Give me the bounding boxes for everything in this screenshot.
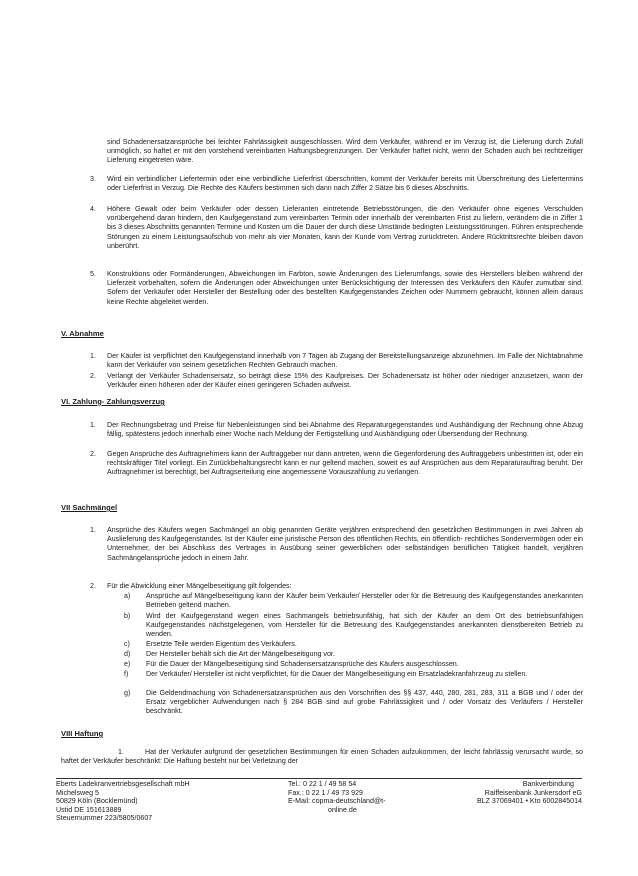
section-heading-abnahme: V. Abnahme bbox=[61, 329, 104, 338]
item-number: 5. bbox=[90, 270, 96, 278]
paragraph: Wird der Kaufgegenstand wegen eines Sachmangels betriebsunfähig, hat sich der Käufer an dem Ort des betriebsunfähigen Kaufgegenstandes nächstgelegenen, vom Hersteller für die Betreuung des Kaufgegenstandes anerkannten dienstbereiten Betrieb zu wenden. bbox=[146, 612, 583, 639]
list-letter: c) bbox=[124, 640, 130, 648]
bank-title: Bankverbindung bbox=[522, 780, 574, 788]
contact-email: E-Mail: copma-deutschland@t- bbox=[288, 797, 386, 806]
section-heading-haftung: VIII Haftung bbox=[61, 729, 104, 738]
section-7-subitem-d bbox=[146, 650, 583, 659]
section-7-subitem-f bbox=[146, 670, 583, 679]
paragraph: Der Hersteller behält sich die Art der Mängelbeseitigung vor. bbox=[146, 650, 335, 658]
section-4-continuation bbox=[107, 138, 583, 166]
section-4-item-4 bbox=[107, 205, 583, 251]
section-7-subitem-g bbox=[146, 689, 583, 717]
section-8-item-1 bbox=[61, 748, 583, 766]
section-7-item-2 bbox=[107, 582, 583, 591]
section-7-subitem-c bbox=[146, 640, 583, 649]
paragraph: Ansprüche des Käufers wegen Sachmängel an obig genannten Geräte verjähren entsprechend den gesetzlichen Bestimmungen in zwei Jahren ab Auslieferung des Kaufgegenstandes. Ist der Käufer eine juristische Person des öffentlichen Rechts, ein öffentlich- rechtliches Sondervermögen oder ein Unternehmer, der bei Abschluss des Vertrages in Ausübung seiner gewerblichen oder selbständigen beruflichen Tätigkeit handelt, verjähren Sachmängelansprüche jedoch in einem Jahr. bbox=[107, 526, 583, 562]
paragraph: Der Käufer ist verpflichtet den Kaufgegenstand innerhalb von 7 Tagen ab Zugang der Bereitstellungsanzeige abzunehmen. Im Falle der Nichtabnahme kann der Verkäufer von seinem gesetzlichen Rechten Gebrauch machen. bbox=[107, 352, 583, 370]
list-letter: a) bbox=[124, 592, 131, 600]
item-number: 2. bbox=[90, 450, 96, 458]
section-5-item-1 bbox=[107, 352, 583, 370]
section-6-item-2 bbox=[107, 450, 583, 478]
contact-phone: Tel.: 0 22 1 / 49 58 54 bbox=[288, 780, 357, 788]
company-street: Michelsweg 5 bbox=[56, 788, 99, 797]
paragraph: sind Schadenersatzansprüche bei leichter Fahrlässigkeit ausgeschlossen. Wird dem Verkäufer, während er im Verzug ist, die Lieferung durch Zufall unmöglich, so haftet er mit den vorstehend vereinbarten Haftungsbegrenzungen. Der Verkäufer haftet nicht, wenn der Schaden auch bei rechtzeitiger Lieferung eingetreten wäre. bbox=[107, 138, 583, 165]
section-7-item-1 bbox=[107, 526, 583, 563]
item-number: 2. bbox=[90, 582, 96, 590]
paragraph: Wird ein verbindlicher Liefertermin oder eine verbindliche Lieferfrist überschritten, kommt der Verkäufer bereits mit Überschreitung des Liefertermins oder Lieferfrist in Verzug. Die Rechte des Käufers bestimmen sich dann nach Ziffer 2 Sätze bis 6 dieses Abschnitts. bbox=[107, 175, 583, 193]
paragraph: Höhere Gewalt oder beim Verkäufer oder dessen Lieferanten eintretende Betriebsstörungen, die den Verkäufer ohne eigenes Verschulden vorübergehend daran hindern, den Kaufgegenstand zum vereinbarten Termin oder innerhalb der vereinbarten Frist zu liefern, verändern die in Ziffer 1 bis 3 dieses Abschnitts genannten Termine und Kosten um die Dauer der durch diese Umstände bedingten Leistungsstörungen. Führen entsprechende Störungen zu einem Leistungsaufschub von mehr als vier Monaten, kann der Kunde vom Vertrag zurücktreten. Andere Rücktrittsrechte bleiben davon unberührt. bbox=[107, 205, 583, 250]
company-tax-number: Steuernummer 223/5805/0607 bbox=[56, 814, 153, 823]
footer-bank bbox=[477, 780, 582, 806]
paragraph: Gegen Ansprüche des Auftragnehmers kann der Auftraggeber nur dann antreten, wenn die Gegenforderung des Auftraggebers unbestritten ist, oder ein rechtskräftiger Titel vorliegt. Ein Zurückbehaltungsrecht kann er nur geltend machen, soweit es auf Ansprüchen aus dem Reparaturauftrag beruht. Der Auftragnehmer ist berechtigt, bei Auftragserteilung eine angemessene Vorauszahlung zu verlangen. bbox=[107, 450, 583, 477]
item-number: 2. bbox=[90, 372, 96, 380]
section-5-item-2 bbox=[107, 372, 583, 390]
paragraph: Verlangt der Verkäufer Schadensersatz, so beträgt diese 15% des Kaufpreises. Der Schadenersatz ist höher oder niedriger anzusetzen, wann der Verkäufer einen höheren oder der Käufer einen geringeren Schaden aufweist. bbox=[107, 372, 583, 390]
footer-divider bbox=[56, 778, 582, 779]
item-number: 1. bbox=[118, 748, 124, 756]
paragraph: Für die Abwicklung einer Mängelbeseitigung gilt folgendes: bbox=[107, 582, 292, 590]
section-4-item-3 bbox=[107, 175, 583, 193]
section-7-subitem-b bbox=[146, 612, 583, 640]
list-letter: d) bbox=[124, 650, 131, 658]
item-number: 1. bbox=[90, 526, 96, 534]
paragraph: Ersetzte Teile werden Eigentum des Verkäufers. bbox=[146, 640, 297, 648]
list-letter: f) bbox=[124, 670, 129, 678]
paragraph: Ansprüche auf Mängelbeseitigung kann der Käufer beim Verkäufer/ Hersteller oder für die Betreuung des Kaufgegenstandes anerkannten Betrieben geltend machen. bbox=[146, 592, 583, 610]
item-number: 1. bbox=[90, 352, 96, 360]
paragraph: Die Geldendmachung von Schadenersatzansprüchen aus den Vorschriften des §§ 437, 440, 280, 281, 283, 311 a BGB und / oder der Ersatz vergeblicher Aufwendungen nach § 284 BGB sind auf grobe Fahrlässigkeit und / oder Vorsatz des Verläufers / Hersteller beschränkt. bbox=[146, 689, 583, 716]
bank-name: Raiffeisenbank Junkersdorf eG bbox=[484, 788, 582, 797]
company-city: 50829 Köln (Bocklemünd) bbox=[56, 797, 138, 806]
section-7-subitem-a bbox=[146, 592, 583, 610]
contact-fax: Fax.: 0 22 1 / 49 73 929 bbox=[288, 788, 363, 797]
company-name: Eberts Ladekranvertriebsgesellschaft mbH bbox=[56, 780, 190, 788]
contact-email-continuation: online.de bbox=[328, 805, 357, 814]
footer-company bbox=[56, 780, 190, 823]
paragraph: Der Verkäufer/ Hersteller ist nicht verpflichtet, für die Dauer der Mängelbeseitigung ein Ersatzladekranfahrzeug zu stellen. bbox=[146, 670, 528, 678]
paragraph: Konstruktions oder Formänderungen, Abweichungen im Farbton, sowie Änderungen des Lieferumfangs, sowie des Herstellers bleiben während der Lieferzeit vorbehalten, sofern die Änderungen oder Abweichungen unter Berücksichtigung der Interessen des Verkäufers den Käufer zumutbar sind. Sofern der Verkäufer oder Hersteller der Bestellung oder des bestellten Kaufgegenstandes Zeichen oder Nummern gebraucht, können allein daraus keine Rechte abgeleitet werden. bbox=[107, 270, 583, 306]
paragraph: Der Rechnungsbetrag und Preise für Nebenleistungen sind bei Abnahme des Reparaturgegenstandes und Aushändigung der Rechnung ohne Abzug fällig, spätestens jedoch innerhalb einer Woche nach Meldung der Fertigstellung und Aushändigung oder Übersendung der Rechnung. bbox=[107, 421, 583, 439]
list-letter: b) bbox=[124, 612, 131, 620]
section-heading-zahlung: VI. Zahlung- Zahlungsverzug bbox=[61, 397, 165, 406]
section-4-item-5 bbox=[107, 270, 583, 307]
item-number: 3. bbox=[90, 175, 96, 183]
section-7-subitem-e bbox=[146, 660, 583, 669]
paragraph: Hat der Verkäufer aufgrund der gesetzlichen Bestimmungen für einen Schaden aufzukommen, der leicht fahrlässig verursacht wurde, so haftet der Verkäufer beschränkt: Die Haftung besteht nur bei Verletzung der bbox=[61, 748, 583, 766]
item-number: 4. bbox=[90, 205, 96, 213]
section-heading-sachmaengel: VII Sachmängel bbox=[61, 503, 118, 512]
company-ustid: Ustid DE 151613889 bbox=[56, 805, 122, 814]
bank-account: BLZ 37069401 • Kto 6002845014 bbox=[476, 797, 582, 806]
list-letter: g) bbox=[124, 689, 131, 697]
footer-contact bbox=[288, 780, 386, 814]
section-6-item-1 bbox=[107, 421, 583, 439]
paragraph: Für die Dauer der Mängelbeseitigung sind Schadensersatzansprüche des Käufers ausgeschlossen. bbox=[146, 660, 459, 668]
item-number: 1. bbox=[90, 421, 96, 429]
list-letter: e) bbox=[124, 660, 131, 668]
